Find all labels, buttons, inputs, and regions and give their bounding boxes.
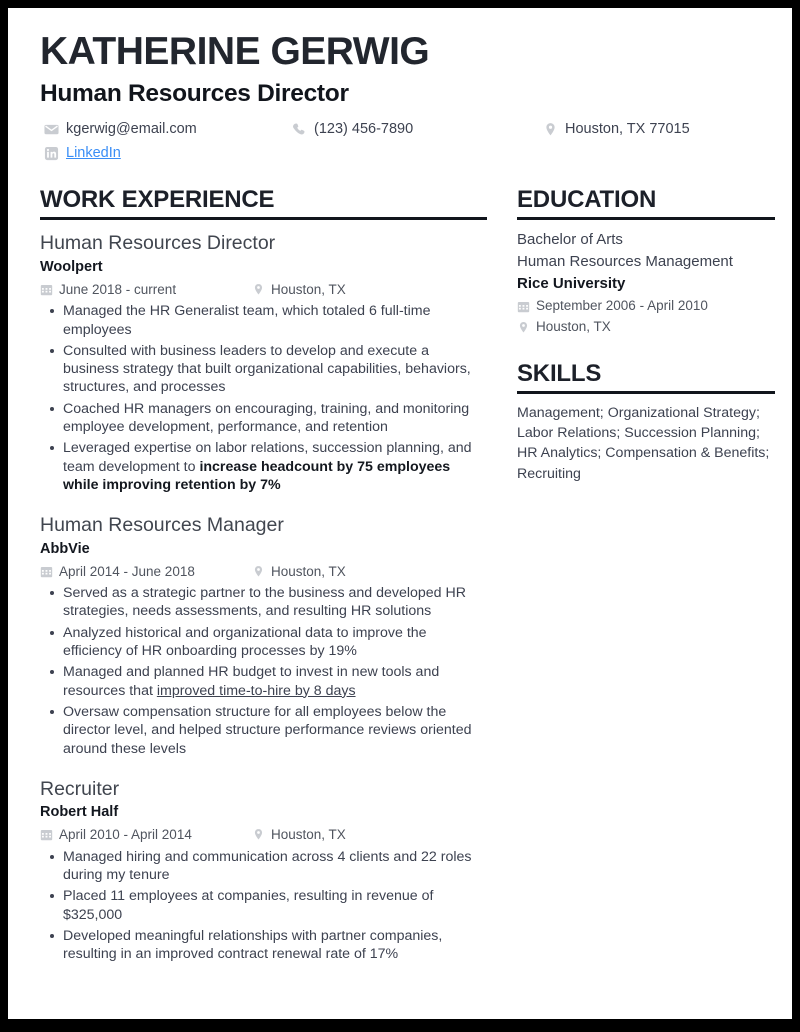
job-entry	[40, 513, 487, 758]
job-company: Robert Half	[40, 804, 119, 821]
job-title: Human Resources Manager	[40, 514, 284, 537]
resume-page	[8, 8, 792, 1019]
job-bullet: Analyzed historical and organizational data to improve the efficiency of HR onboarding processes by 19%	[63, 624, 487, 661]
job-location-text: Houston, TX	[271, 281, 346, 297]
job-location	[252, 281, 346, 299]
contact-location-text: Houston, TX 77015	[565, 121, 690, 138]
job-entry	[40, 231, 487, 494]
job-bullet: Served as a strategic partner to the business and developed HR strategies, needs assessments, and resulting HR solutions	[63, 584, 487, 621]
job-company: Woolpert	[40, 258, 103, 275]
job-location	[252, 563, 346, 581]
job-dates-text: April 2014 - June 2018	[59, 563, 195, 579]
skills-heading: SKILLS	[517, 359, 602, 387]
left-column	[40, 187, 487, 964]
job-bullet: Managed the HR Generalist team, which totaled 6 full-time employees	[63, 302, 487, 339]
job-location-text: Houston, TX	[271, 827, 346, 843]
linkedin-icon	[44, 146, 59, 161]
education-location	[517, 318, 775, 336]
map-pin-icon	[252, 565, 265, 578]
work-experience-heading: WORK EXPERIENCE	[40, 186, 275, 214]
calendar-icon	[517, 300, 530, 313]
job-bullet: Developed meaningful relationships with partner companies, resulting in an improved contract renewal rate of 17%	[63, 927, 487, 964]
contact-phone[interactable]	[292, 120, 413, 139]
contact-location	[543, 120, 690, 139]
job-bullets	[40, 302, 487, 494]
section-divider	[517, 217, 775, 220]
job-bullet: Placed 11 employees at companies, resulting in revenue of $325,000	[63, 887, 487, 924]
job-dates-text: April 2010 - April 2014	[59, 827, 192, 843]
candidate-headline: Human Resources Director	[40, 79, 349, 107]
education-dates	[517, 297, 775, 315]
contact-info	[40, 120, 762, 166]
job-bullet: Managed hiring and communication across 4 clients and 22 roles during my tenure	[63, 848, 487, 885]
education-heading: EDUCATION	[517, 186, 657, 214]
job-dates	[40, 563, 252, 581]
job-bullet: Managed and planned HR budget to invest in new tools and resources that improved time-to-hire by 8 days	[63, 663, 487, 700]
job-entry	[40, 777, 487, 964]
education-degree: Bachelor of Arts	[517, 231, 623, 249]
education-section	[517, 187, 775, 337]
job-location	[252, 826, 346, 844]
calendar-icon	[40, 828, 53, 841]
skills-section	[517, 361, 775, 484]
job-dates	[40, 281, 252, 299]
contact-linkedin[interactable]	[44, 144, 121, 163]
job-bullets	[40, 848, 487, 964]
section-divider	[517, 391, 775, 394]
right-column	[517, 187, 775, 484]
section-divider	[40, 217, 487, 220]
job-bullet: Leveraged expertise on labor relations, succession planning, and team development to increase headcount by 75 employees while improving retention by 7%	[63, 439, 487, 494]
work-experience-section	[40, 187, 487, 964]
phone-icon	[292, 122, 307, 137]
contact-email-text: kgerwig@email.com	[66, 121, 197, 138]
candidate-name: KATHERINE GERWIG	[40, 30, 430, 73]
map-pin-icon	[252, 283, 265, 296]
job-bullet: Oversaw compensation structure for all employees below the director level, and helped structure performance reviews oriented around these levels	[63, 703, 487, 758]
education-school: Rice University	[517, 274, 626, 292]
map-pin-icon	[517, 321, 530, 334]
job-meta	[40, 563, 487, 581]
job-meta	[40, 281, 487, 299]
contact-linkedin-link[interactable]: LinkedIn	[66, 145, 121, 162]
job-company: AbbVie	[40, 540, 90, 557]
job-dates	[40, 826, 252, 844]
calendar-icon	[40, 565, 53, 578]
map-pin-icon	[252, 828, 265, 841]
envelope-icon	[44, 122, 59, 137]
job-location-text: Houston, TX	[271, 563, 346, 579]
calendar-icon	[40, 283, 53, 296]
education-entry	[517, 229, 775, 336]
job-bullet: Coached HR managers on encouraging, training, and monitoring employee development, performance, and retention	[63, 400, 487, 437]
contact-phone-text: (123) 456-7890	[314, 121, 414, 138]
job-title: Human Resources Director	[40, 232, 276, 255]
skills-list: Management; Organizational Strategy; Labor Relations; Succession Planning; HR Analytics; Compensation & Benefits; Recruiting	[517, 405, 770, 482]
map-pin-icon	[543, 122, 558, 137]
job-dates-text: June 2018 - current	[59, 281, 177, 297]
education-field: Human Resources Management	[517, 253, 733, 271]
job-bullet: Consulted with business leaders to develop and execute a business strategy that built organizational capabilities, behaviors, structures, and processes	[63, 342, 487, 397]
job-title: Recruiter	[40, 777, 120, 800]
contact-email[interactable]	[44, 120, 197, 139]
education-dates-text: September 2006 - April 2010	[536, 298, 708, 314]
job-meta	[40, 826, 487, 844]
job-bullets	[40, 584, 487, 758]
education-location-text: Houston, TX	[536, 319, 611, 335]
resume-header	[40, 30, 762, 166]
